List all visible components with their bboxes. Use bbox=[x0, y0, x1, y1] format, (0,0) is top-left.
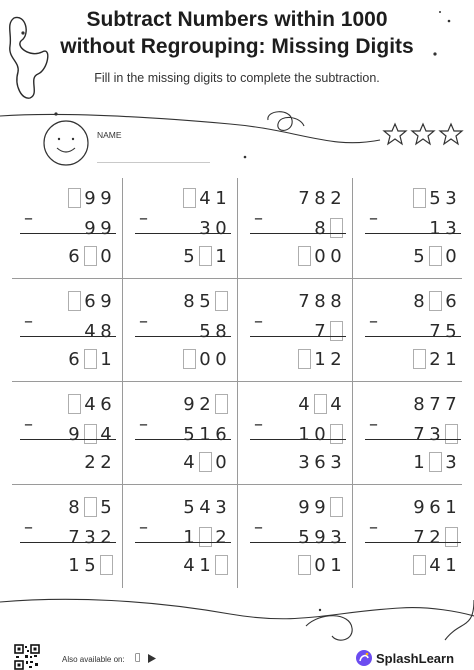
digit: 3 bbox=[215, 496, 227, 518]
digit: 7 bbox=[429, 393, 441, 415]
digit: 7 bbox=[298, 290, 310, 312]
digit: 6 bbox=[84, 290, 96, 312]
digit: 9 bbox=[183, 393, 195, 415]
missing-digit-box[interactable] bbox=[199, 246, 212, 266]
digit: 5 bbox=[84, 554, 96, 576]
number-row bbox=[296, 525, 344, 549]
number-row bbox=[411, 347, 459, 371]
digit: 0 bbox=[199, 348, 211, 370]
subtraction-problem bbox=[242, 384, 354, 484]
missing-digit-box[interactable] bbox=[84, 424, 97, 444]
subtraction-problem bbox=[357, 281, 469, 381]
digit: 5 bbox=[199, 320, 211, 342]
number-row bbox=[181, 525, 229, 549]
missing-digit-box[interactable] bbox=[413, 555, 426, 575]
digit: 1 bbox=[314, 348, 326, 370]
digit: 5 bbox=[413, 245, 425, 267]
number-row bbox=[181, 347, 229, 371]
missing-digit-box[interactable] bbox=[215, 291, 228, 311]
minus-sign: – bbox=[139, 517, 148, 538]
missing-digit-box[interactable] bbox=[330, 321, 343, 341]
digit: 8 bbox=[314, 217, 326, 239]
missing-digit-box[interactable] bbox=[298, 246, 311, 266]
minus-sign: – bbox=[254, 517, 263, 538]
number-row bbox=[82, 216, 114, 240]
missing-digit-box[interactable] bbox=[68, 394, 81, 414]
answer-line bbox=[365, 233, 461, 234]
name-field[interactable] bbox=[97, 162, 210, 163]
digit: 6 bbox=[314, 451, 326, 473]
digit: 1 bbox=[298, 423, 310, 445]
digit: 7 bbox=[68, 526, 80, 548]
number-row bbox=[411, 186, 459, 210]
missing-digit-box[interactable] bbox=[330, 497, 343, 517]
number-row bbox=[66, 244, 114, 268]
digit: 4 bbox=[429, 554, 441, 576]
digit: 4 bbox=[84, 393, 96, 415]
apple-icon[interactable] bbox=[135, 653, 140, 663]
digit: 2 bbox=[215, 526, 227, 548]
subtraction-problem bbox=[12, 281, 124, 381]
minus-sign: – bbox=[139, 311, 148, 332]
missing-digit-box[interactable] bbox=[429, 246, 442, 266]
subtraction-problem bbox=[242, 281, 354, 381]
digit: 5 bbox=[445, 320, 457, 342]
answer-line bbox=[365, 336, 461, 337]
brand-name: SplashLearn bbox=[376, 651, 455, 666]
number-row bbox=[82, 450, 114, 474]
subtraction-problem bbox=[242, 178, 354, 278]
number-row bbox=[296, 495, 344, 519]
missing-digit-box[interactable] bbox=[330, 424, 343, 444]
digit: 7 bbox=[445, 393, 457, 415]
digit: 9 bbox=[314, 526, 326, 548]
subtraction-problem bbox=[127, 281, 239, 381]
digit: 9 bbox=[298, 496, 310, 518]
answer-line bbox=[250, 542, 346, 543]
missing-digit-box[interactable] bbox=[314, 394, 327, 414]
missing-digit-box[interactable] bbox=[199, 452, 212, 472]
digit: 5 bbox=[183, 245, 195, 267]
bottom-wave-decoration bbox=[0, 599, 474, 618]
digit: 1 bbox=[445, 348, 457, 370]
digit: 1 bbox=[429, 217, 441, 239]
digit: 8 bbox=[413, 290, 425, 312]
digit: 2 bbox=[100, 526, 112, 548]
digit: 7 bbox=[413, 526, 425, 548]
digit: 7 bbox=[298, 187, 310, 209]
missing-digit-box[interactable] bbox=[445, 424, 458, 444]
number-row bbox=[181, 450, 229, 474]
subtraction-problem bbox=[242, 487, 354, 587]
number-row bbox=[66, 347, 114, 371]
digit: 2 bbox=[429, 526, 441, 548]
number-row bbox=[312, 319, 344, 343]
number-row bbox=[181, 186, 229, 210]
number-row bbox=[296, 347, 344, 371]
number-row bbox=[411, 553, 459, 577]
digit: 1 bbox=[68, 554, 80, 576]
swirl-decoration bbox=[268, 112, 304, 131]
number-row bbox=[411, 525, 459, 549]
number-row bbox=[411, 422, 459, 446]
minus-sign: – bbox=[139, 208, 148, 229]
number-row bbox=[181, 289, 229, 313]
missing-digit-box[interactable] bbox=[183, 188, 196, 208]
subtraction-problem bbox=[12, 178, 124, 278]
title-line-1: Subtract Numbers within 1000 bbox=[86, 8, 388, 31]
number-row bbox=[66, 392, 114, 416]
digit: 0 bbox=[215, 348, 227, 370]
number-row bbox=[427, 319, 459, 343]
digit: 3 bbox=[429, 423, 441, 445]
digit: 6 bbox=[445, 290, 457, 312]
subtraction-problem bbox=[12, 384, 124, 484]
star-icon bbox=[384, 124, 462, 144]
missing-digit-box[interactable] bbox=[68, 188, 81, 208]
missing-digit-box[interactable] bbox=[298, 349, 311, 369]
digit: 6 bbox=[429, 496, 441, 518]
missing-digit-box[interactable] bbox=[215, 555, 228, 575]
grid-divider-horizontal bbox=[12, 484, 462, 485]
digit: 1 bbox=[215, 245, 227, 267]
answer-line bbox=[365, 439, 461, 440]
digit: 2 bbox=[84, 451, 96, 473]
minus-sign: – bbox=[254, 208, 263, 229]
digit: 8 bbox=[215, 320, 227, 342]
missing-digit-box[interactable] bbox=[429, 291, 442, 311]
subtraction-problem bbox=[357, 384, 469, 484]
name-label: NAME bbox=[97, 130, 122, 140]
missing-digit-box[interactable] bbox=[330, 218, 343, 238]
digit: 6 bbox=[68, 245, 80, 267]
missing-digit-box[interactable] bbox=[298, 555, 311, 575]
missing-digit-box[interactable] bbox=[215, 394, 228, 414]
number-row bbox=[66, 525, 114, 549]
digit: 8 bbox=[314, 187, 326, 209]
digit: 2 bbox=[199, 393, 211, 415]
missing-digit-box[interactable] bbox=[68, 291, 81, 311]
missing-digit-box[interactable] bbox=[84, 246, 97, 266]
smiley-face-icon bbox=[44, 121, 88, 165]
subtraction-problem bbox=[12, 487, 124, 587]
digit: 0 bbox=[215, 217, 227, 239]
digit: 5 bbox=[298, 526, 310, 548]
answer-line bbox=[20, 542, 116, 543]
number-row bbox=[312, 216, 344, 240]
digit: 2 bbox=[330, 348, 342, 370]
number-row bbox=[66, 553, 114, 577]
digit: 8 bbox=[100, 320, 112, 342]
digit: 4 bbox=[183, 451, 195, 473]
digit: 9 bbox=[100, 290, 112, 312]
digit: 5 bbox=[429, 187, 441, 209]
answer-line bbox=[135, 542, 231, 543]
minus-sign: – bbox=[24, 208, 33, 229]
digit: 1 bbox=[199, 554, 211, 576]
digit: 9 bbox=[84, 217, 96, 239]
answer-line bbox=[135, 336, 231, 337]
play-store-icon[interactable] bbox=[148, 654, 156, 663]
digit: 4 bbox=[84, 320, 96, 342]
digit: 8 bbox=[68, 496, 80, 518]
digit: 2 bbox=[330, 187, 342, 209]
qr-code-icon bbox=[14, 644, 40, 670]
digit: 7 bbox=[429, 320, 441, 342]
digit: 7 bbox=[413, 423, 425, 445]
digit: 6 bbox=[100, 393, 112, 415]
digit: 0 bbox=[314, 423, 326, 445]
digit: 3 bbox=[330, 451, 342, 473]
digit: 9 bbox=[84, 187, 96, 209]
digit: 3 bbox=[445, 217, 457, 239]
number-row bbox=[82, 319, 114, 343]
digit: 4 bbox=[298, 393, 310, 415]
answer-line bbox=[250, 336, 346, 337]
answer-line bbox=[20, 336, 116, 337]
minus-sign: – bbox=[254, 414, 263, 435]
digit: 7 bbox=[314, 320, 326, 342]
digit: 0 bbox=[314, 245, 326, 267]
number-row bbox=[296, 422, 344, 446]
instruction-text: Fill in the missing digits to complete the subtraction. bbox=[94, 71, 380, 85]
missing-digit-box[interactable] bbox=[413, 188, 426, 208]
digit: 9 bbox=[100, 217, 112, 239]
digit: 9 bbox=[413, 496, 425, 518]
digit: 1 bbox=[445, 496, 457, 518]
number-row bbox=[66, 422, 114, 446]
digit: 8 bbox=[314, 290, 326, 312]
digit: 0 bbox=[100, 245, 112, 267]
digit: 3 bbox=[84, 526, 96, 548]
number-row bbox=[296, 244, 344, 268]
answer-line bbox=[20, 439, 116, 440]
missing-digit-box[interactable] bbox=[199, 527, 212, 547]
digit: 2 bbox=[429, 348, 441, 370]
missing-digit-box[interactable] bbox=[445, 527, 458, 547]
subtraction-problem bbox=[127, 178, 239, 278]
number-row bbox=[411, 495, 459, 519]
number-row bbox=[66, 186, 114, 210]
subtraction-problem bbox=[127, 384, 239, 484]
digit: 5 bbox=[100, 496, 112, 518]
subtraction-problem bbox=[357, 178, 469, 278]
minus-sign: – bbox=[24, 517, 33, 538]
digit: 1 bbox=[199, 423, 211, 445]
digit: 4 bbox=[199, 496, 211, 518]
answer-line bbox=[135, 233, 231, 234]
number-row bbox=[181, 392, 229, 416]
minus-sign: – bbox=[254, 311, 263, 332]
minus-sign: – bbox=[369, 414, 378, 435]
missing-digit-box[interactable] bbox=[413, 349, 426, 369]
digit: 6 bbox=[68, 348, 80, 370]
number-row bbox=[181, 244, 229, 268]
answer-line bbox=[20, 233, 116, 234]
number-row bbox=[296, 289, 344, 313]
number-row bbox=[296, 392, 344, 416]
digit: 9 bbox=[68, 423, 80, 445]
digit: 8 bbox=[183, 290, 195, 312]
digit: 5 bbox=[199, 290, 211, 312]
digit: 0 bbox=[330, 245, 342, 267]
number-row bbox=[66, 289, 114, 313]
subtraction-problem bbox=[357, 487, 469, 587]
digit: 6 bbox=[215, 423, 227, 445]
available-on-text: Also available on: bbox=[62, 655, 125, 664]
number-row bbox=[181, 553, 229, 577]
digit: 0 bbox=[445, 245, 457, 267]
subtraction-problem bbox=[127, 487, 239, 587]
digit: 9 bbox=[314, 496, 326, 518]
digit: 8 bbox=[413, 393, 425, 415]
digit: 0 bbox=[215, 451, 227, 473]
missing-digit-box[interactable] bbox=[183, 349, 196, 369]
worksheet-title bbox=[0, 6, 474, 60]
number-row bbox=[411, 289, 459, 313]
grid-divider-horizontal bbox=[12, 381, 462, 382]
minus-sign: – bbox=[369, 517, 378, 538]
title-line-2: without Regrouping: Missing Digits bbox=[60, 35, 414, 58]
digit: 4 bbox=[100, 423, 112, 445]
number-row bbox=[427, 216, 459, 240]
number-row bbox=[181, 422, 229, 446]
answer-line bbox=[250, 233, 346, 234]
minus-sign: – bbox=[369, 311, 378, 332]
missing-digit-box[interactable] bbox=[84, 497, 97, 517]
flask-decoration bbox=[306, 616, 352, 640]
minus-sign: – bbox=[139, 414, 148, 435]
digit: 3 bbox=[445, 187, 457, 209]
minus-sign: – bbox=[24, 414, 33, 435]
digit: 3 bbox=[298, 451, 310, 473]
grid-divider-horizontal bbox=[12, 278, 462, 279]
number-row bbox=[197, 319, 229, 343]
digit: 0 bbox=[314, 554, 326, 576]
digit: 1 bbox=[100, 348, 112, 370]
digit: 3 bbox=[199, 217, 211, 239]
digit: 1 bbox=[445, 554, 457, 576]
number-row bbox=[66, 495, 114, 519]
number-row bbox=[296, 450, 344, 474]
digit: 4 bbox=[199, 187, 211, 209]
answer-line bbox=[250, 439, 346, 440]
digit: 2 bbox=[100, 451, 112, 473]
digit: 5 bbox=[183, 496, 195, 518]
number-row bbox=[296, 553, 344, 577]
digit: 5 bbox=[183, 423, 195, 445]
missing-digit-box[interactable] bbox=[100, 555, 113, 575]
minus-sign: – bbox=[369, 208, 378, 229]
digit: 1 bbox=[413, 451, 425, 473]
answer-line bbox=[135, 439, 231, 440]
splashlearn-logo-icon bbox=[355, 649, 373, 667]
number-row bbox=[411, 450, 459, 474]
number-row bbox=[411, 244, 459, 268]
digit: 1 bbox=[215, 187, 227, 209]
digit: 3 bbox=[445, 451, 457, 473]
digit: 1 bbox=[183, 526, 195, 548]
corner-swirl-decoration bbox=[445, 600, 474, 640]
missing-digit-box[interactable] bbox=[84, 349, 97, 369]
digit: 9 bbox=[100, 187, 112, 209]
digit: 4 bbox=[330, 393, 342, 415]
number-row bbox=[181, 495, 229, 519]
number-row bbox=[197, 216, 229, 240]
digit: 1 bbox=[330, 554, 342, 576]
answer-line bbox=[365, 542, 461, 543]
minus-sign: – bbox=[24, 311, 33, 332]
digit: 4 bbox=[183, 554, 195, 576]
number-row bbox=[296, 186, 344, 210]
number-row bbox=[411, 392, 459, 416]
digit: 8 bbox=[330, 290, 342, 312]
digit: 3 bbox=[330, 526, 342, 548]
missing-digit-box[interactable] bbox=[429, 452, 442, 472]
